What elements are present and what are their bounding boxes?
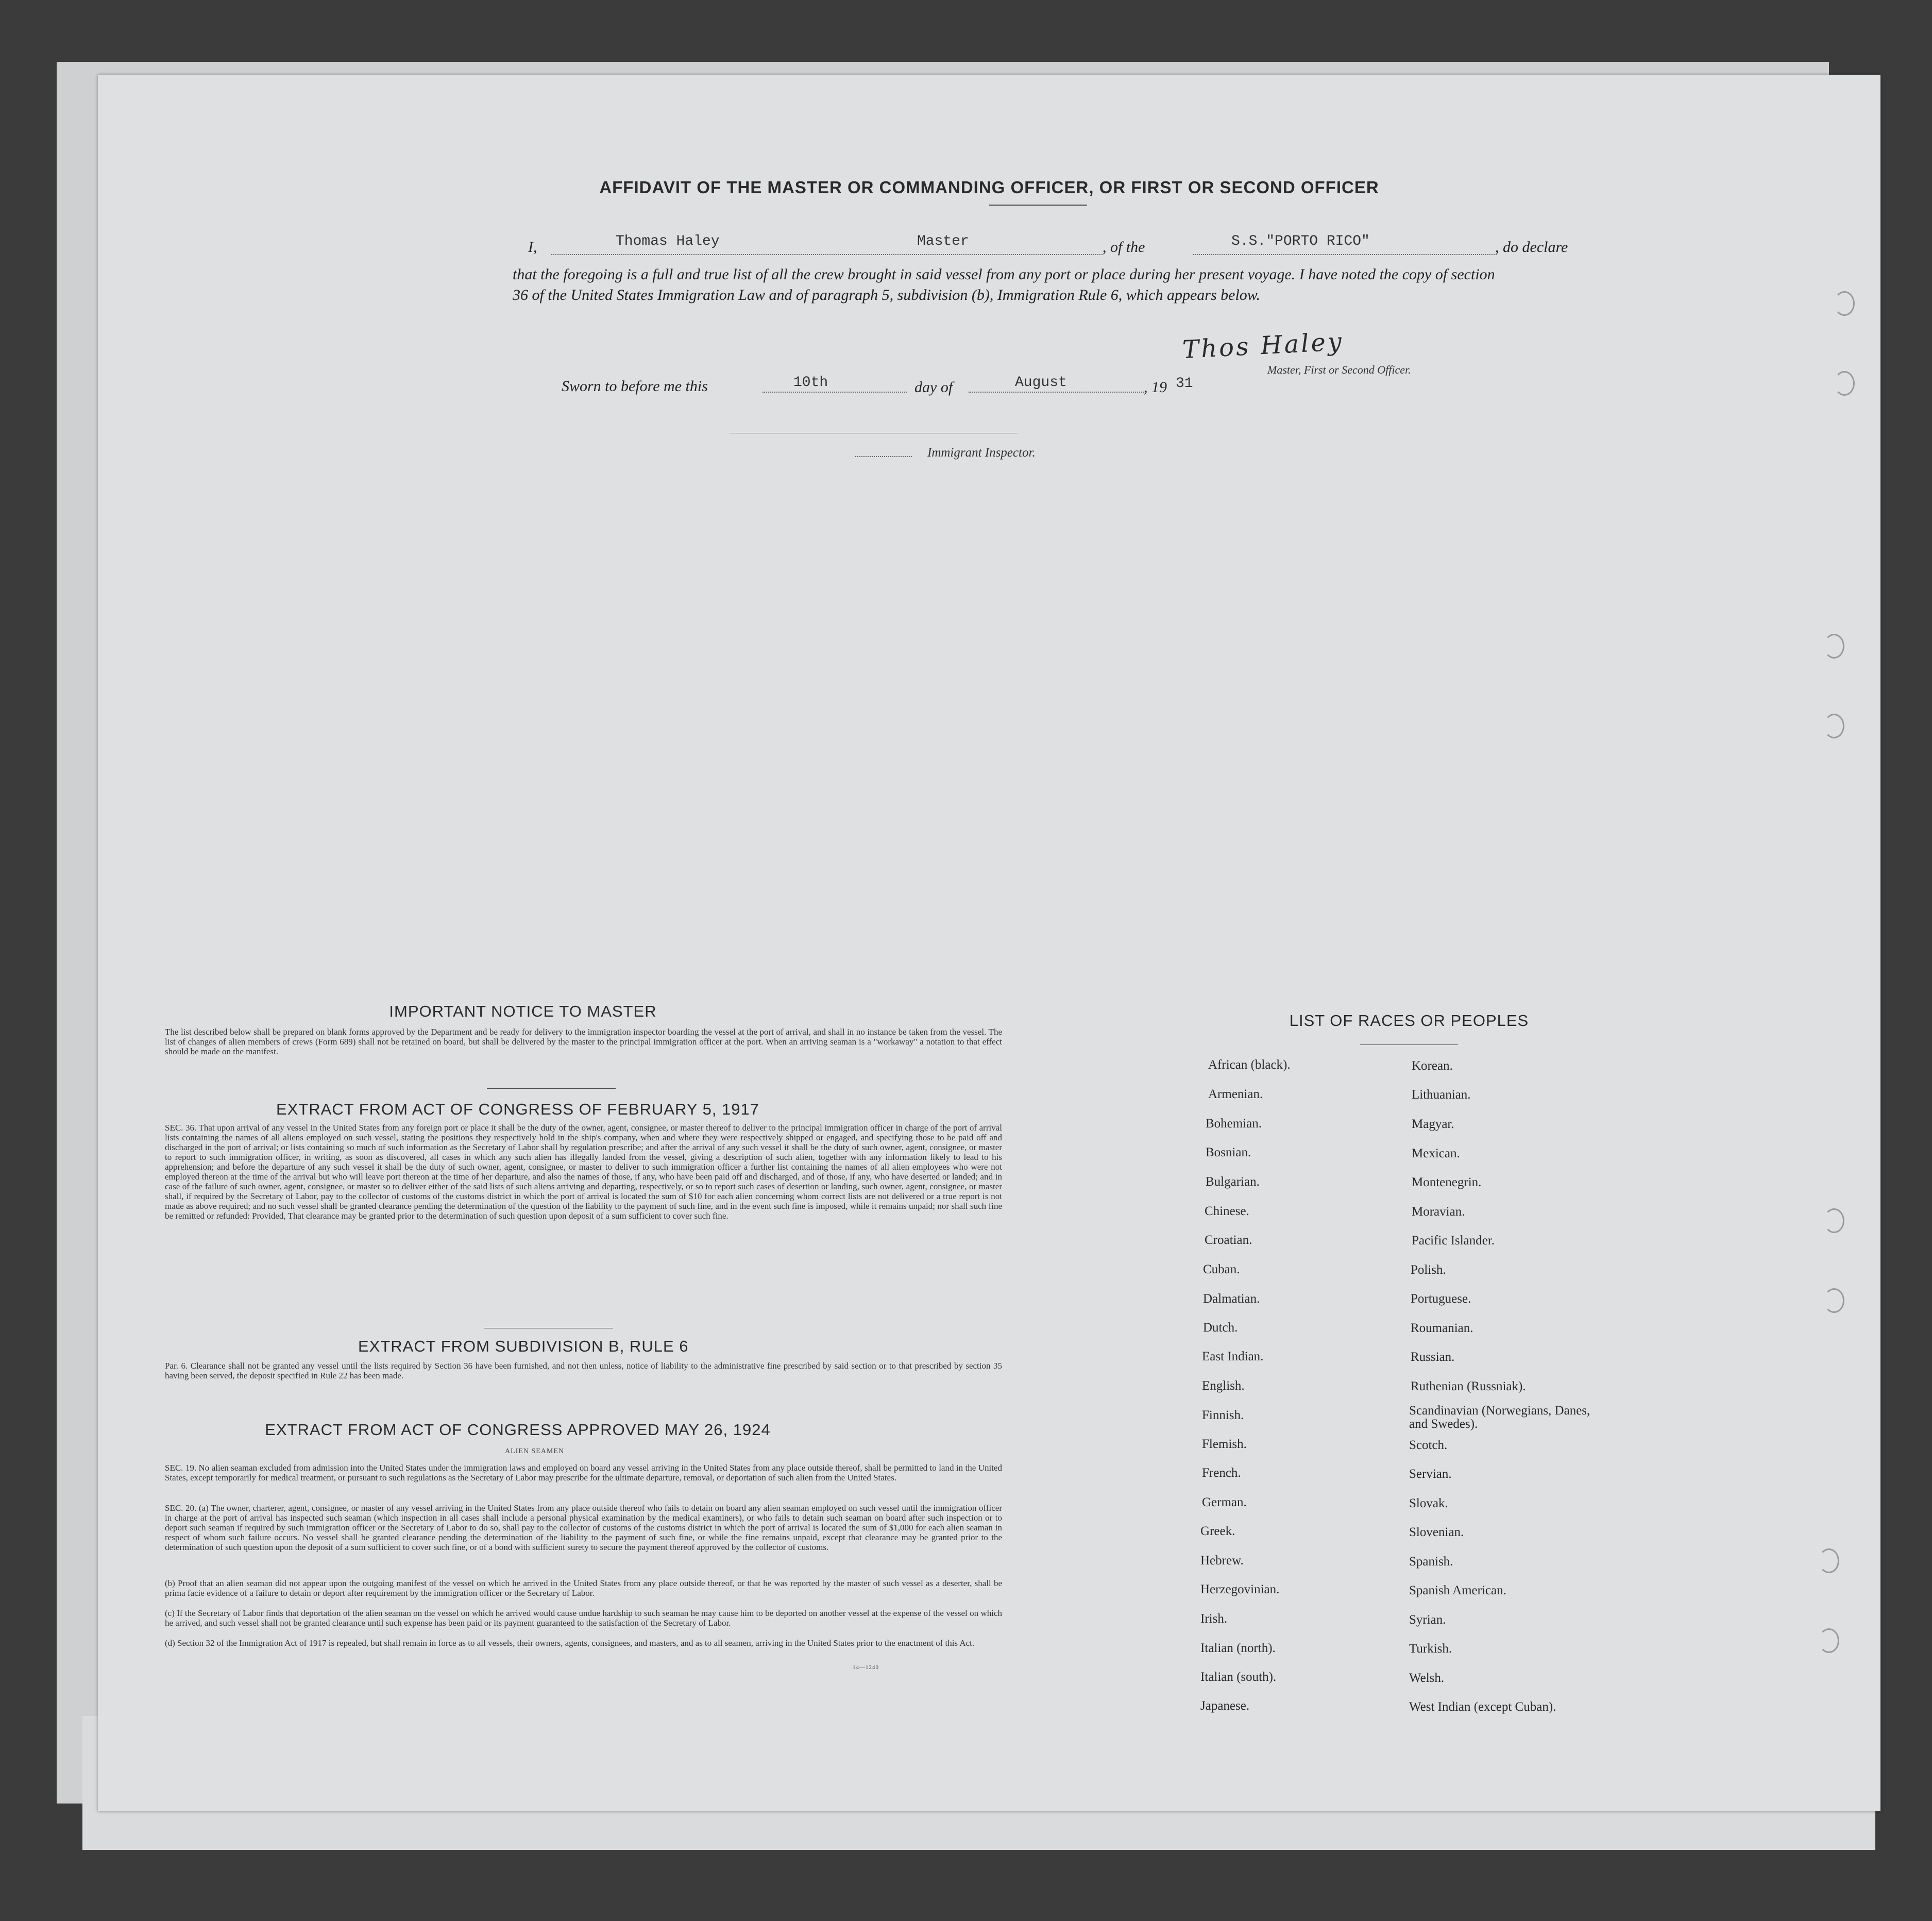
affidavit-i-label: I, — [528, 239, 537, 256]
race-left: Greek. — [1200, 1524, 1235, 1538]
affidavit-statement: that the foregoing is a full and true list of all the crew brought in said vessel from any port or place during her present voyage. I have noted the copy of section 36 of the United States Immigration Law and of paragraph 5, subdivision (b), Immigration Rule 6, which appears below. — [513, 266, 1495, 304]
race-right: Polish. — [1411, 1263, 1446, 1277]
name-fill-line — [551, 254, 1103, 255]
sworn-year-field: 31 — [1176, 376, 1193, 392]
race-right: Portuguese. — [1411, 1292, 1471, 1306]
race-left: Italian (south). — [1200, 1670, 1277, 1684]
race-right: Servian. — [1409, 1467, 1452, 1481]
race-left: Dalmatian. — [1203, 1292, 1260, 1306]
race-left: Hebrew. — [1200, 1554, 1244, 1568]
race-right: Korean. — [1412, 1059, 1453, 1073]
affidavit-title: AFFIDAVIT OF THE MASTER OR COMMANDING OFFICER, OR FIRST OR SECOND OFFICER — [599, 178, 1379, 197]
race-left: Armenian. — [1208, 1087, 1263, 1101]
race-left: English. — [1202, 1379, 1245, 1393]
race-left: Flemish. — [1202, 1437, 1247, 1451]
races-title: LIST OF RACES OR PEOPLES — [1289, 1012, 1529, 1030]
inspector-dots — [855, 456, 912, 457]
master-name-field: Thomas Haley — [616, 233, 720, 249]
race-left: French. — [1202, 1466, 1241, 1480]
extract-1924-sec20a: SEC. 20. (a) The owner, charterer, agent, consignee, or master of any vessel arriving in the United States from any place outside thereof who fails to detain on board any alien seaman employed on such vessel until the immigration officer in charge at the port of arrival has inspected such seaman (which inspection in all cases shall include a personal physical examination by the medical examiners), or who fails to detain such seaman on board after such inspection or to deport such seaman if required by such immigration officer or the Secretary of Labor to do so, shall pay to the collector of customs of the customs district in which the port of arrival is located the sum of $1,000 for each alien seaman in respect of whom such failure occurs. No vessel shall be granted clearance pending the determination of the liability to the payment of such fine, or while the fine remains unpaid, except that clearance may be granted prior to the determination of such question upon the deposit of a sum sufficient to cover such fine, or of a bond with sufficient surety to secure the payment thereof approved by the collector of customs. — [165, 1503, 1002, 1552]
race-right: Scandinavian (Norwegians, Danes, and Swedes). — [1409, 1404, 1590, 1431]
race-right: Roumanian. — [1411, 1321, 1473, 1335]
race-left: Croatian. — [1205, 1233, 1252, 1247]
inspector-caption: Immigrant Inspector. — [927, 446, 1036, 460]
month-fill-line — [969, 392, 1144, 393]
punch-hole-icon — [1819, 1628, 1839, 1653]
race-right: Spanish American. — [1409, 1583, 1506, 1597]
vessel-fill-line — [1193, 254, 1497, 255]
race-right: Montenegrin. — [1412, 1175, 1482, 1189]
notice-title: IMPORTANT NOTICE TO MASTER — [389, 1002, 657, 1020]
extract-1924-subtitle: ALIEN SEAMEN — [505, 1447, 565, 1455]
extract-1917-text: SEC. 36. That upon arrival of any vessel in the United States from any foreign port or place it shall be the duty of the owner, agent, consignee, or master thereof to deliver to the principal immigration officer in charge of the port of arrival lists containing the names of all aliens employed on such vessel, stating the positions they respectively hold in the ship's company, when and where they were respectively shipped or engaged, and specifying those to be paid off and discharged in the port of arrival; or lists containing so much of such information as the Secretary of Labor shall by regulation prescribe; and after the arrival of any such vessel it shall be the duty of such owner, agent, consignee, or master to report to such immigration officer, in writing, as soon as discovered, all cases in which any such alien has illegally landed from the vessel, giving a description of such alien, together with any information likely to lead to his apprehension; and before the departure of any such vessel it shall be the duty of such owner, agent, consignee, or master to deliver to such immigration officer a further list containing the names of all alien employees who were not employed thereon at the time of the arrival but who will leave port thereon at the time of her departure, and also the names of those, if any, who have been paid off and discharged, and of those, if any, who have deserted or landed; and in case of the failure of such owner, agent, consignee, or master so to deliver either of the said lists of such aliens arriving and departing, respectively, or so to report such cases of desertion or landing, such owner, agent, consignee, or master shall, if required by the Secretary of Labor, pay to the collector of customs of the customs district in which the port of arrival is located the sum of $10 for each alien concerning whom correct lists are not delivered or a true report is not made as above required; and no such vessel shall be granted clearance pending the determination of the question of the liability to the payment of such fine, and in the event such fine is imposed, while it remains unpaid; nor shall such fine be remitted or refunded: Provided, That clearance may be granted prior to the determination of such question upon deposit of a sum sufficient to cover such fine. — [165, 1123, 1002, 1221]
sworn-label: Sworn to before me this — [562, 378, 708, 395]
year-prefix: , 19 — [1144, 379, 1167, 396]
race-right: Moravian. — [1412, 1205, 1465, 1219]
race-right: Mexican. — [1412, 1147, 1460, 1160]
race-left: Bulgarian. — [1206, 1175, 1260, 1189]
race-left: Irish. — [1200, 1612, 1228, 1626]
race-left: Japanese. — [1200, 1699, 1250, 1713]
document-page — [98, 75, 1880, 1811]
rank-field: Master — [917, 233, 969, 249]
race-left: Dutch. — [1203, 1321, 1238, 1335]
race-right: Slovak. — [1409, 1496, 1448, 1510]
race-right: Syrian. — [1409, 1613, 1446, 1627]
race-left: Italian (north). — [1200, 1641, 1276, 1655]
do-declare-label: , do declare — [1495, 239, 1568, 256]
race-right: Scotch. — [1409, 1438, 1448, 1452]
race-right: West Indian (except Cuban). — [1409, 1700, 1556, 1714]
race-right: Russian. — [1411, 1350, 1455, 1364]
race-left: Cuban. — [1203, 1262, 1240, 1276]
extract-rule6-text: Par. 6. Clearance shall not be granted any vessel until the lists required by Section 36 have been furnished, and not then unless, notice of liability to the administrative fine prescribed by said section or to that prescribed by section 35 having been served, the deposit specified in Rule 22 has been made. — [165, 1361, 1002, 1380]
master-signature: Thos Haley — [1181, 327, 1345, 365]
of-the-label: , of the — [1103, 239, 1145, 256]
race-left: Bosnian. — [1206, 1145, 1251, 1159]
day-fill-line — [762, 392, 907, 393]
sworn-day-field: 10th — [793, 375, 828, 391]
punch-hole-icon — [1819, 1548, 1839, 1573]
punch-hole-icon — [1824, 1208, 1844, 1233]
race-left: Bohemian. — [1206, 1117, 1262, 1131]
extract-rule6-title: EXTRACT FROM SUBDIVISION B, RULE 6 — [358, 1337, 689, 1355]
extract-1924-sec20b: (b) Proof that an alien seaman did not appear upon the outgoing manifest of the vessel on which he arrived in the United States from any place outside thereof, or that he was reported by the master of such vessel as a deserter, shall be prima facie evidence of a failure to detain or deport after requirement by the immigration officer or the Secretary of Labor. — [165, 1578, 1002, 1598]
race-right: Slovenian. — [1409, 1525, 1464, 1539]
race-left: East Indian. — [1202, 1350, 1264, 1363]
races-title-rule — [1360, 1044, 1458, 1045]
race-left: Finnish. — [1202, 1408, 1244, 1422]
signature-caption: Master, First or Second Officer. — [1267, 363, 1411, 376]
title-rule — [989, 205, 1087, 206]
vessel-name-field: S.S."PORTO RICO" — [1231, 233, 1370, 249]
race-left: Chinese. — [1205, 1204, 1249, 1218]
punch-hole-icon — [1824, 1288, 1844, 1313]
form-number: 14—1240 — [853, 1664, 879, 1671]
extract-1924-title: EXTRACT FROM ACT OF CONGRESS APPROVED MAY 26, 1924 — [265, 1421, 771, 1439]
race-right: Turkish. — [1409, 1642, 1452, 1656]
notice-text: The list described below shall be prepared on blank forms approved by the Department and be ready for delivery to the immigration inspector boarding the vessel at the port of arrival, and shall in no instance be taken from the vessel. The list of changes of alien members of crews (Form 689) shall not be retained on board, but shall be delivered by the master to the principal immigration officer at the port. When an arriving seaman is a "workaway" a notation to that effect should be made on the manifest. — [165, 1027, 1002, 1056]
race-right: Ruthenian (Russniak). — [1411, 1379, 1526, 1393]
race-left: African (black). — [1208, 1058, 1291, 1072]
punch-hole-icon — [1834, 371, 1855, 396]
race-right: Pacific Islander. — [1412, 1234, 1495, 1248]
extract-1924-sec20c: (c) If the Secretary of Labor finds that deportation of the alien seaman on the vessel on which he arrived would cause undue hardship to such seaman he may cause him to be deported on another vessel at the expense of the vessel on which he arrived, and such vessel shall not be granted clearance until such expense has been paid or its payment guaranteed to the satisfaction of the Secretary of Labor. — [165, 1608, 1002, 1628]
extract-1924-sec19: SEC. 19. No alien seaman excluded from admission into the United States under the immigration laws and employed on board any vessel arriving in the United States from any place outside thereof, shall be permitted to land in the United States, except temporarily for medical treatment, or pursuant to such regulations as the Secretary of Labor may prescribe for the ultimate departure, removal, or deportation of such alien from the United States. — [165, 1463, 1002, 1482]
extract-1917-title: EXTRACT FROM ACT OF CONGRESS OF FEBRUARY 5, 1917 — [276, 1100, 760, 1118]
race-right: Magyar. — [1412, 1117, 1454, 1131]
race-right: Welsh. — [1409, 1671, 1445, 1685]
punch-hole-icon — [1824, 714, 1844, 738]
punch-hole-icon — [1834, 291, 1855, 316]
race-right: Spanish. — [1409, 1555, 1453, 1569]
race-left: Herzegovinian. — [1200, 1582, 1280, 1596]
day-of-label: day of — [914, 379, 953, 396]
race-right: Lithuanian. — [1412, 1088, 1471, 1102]
sworn-month-field: August — [1015, 375, 1067, 391]
section-rule — [487, 1088, 616, 1089]
punch-hole-icon — [1824, 634, 1844, 659]
extract-1924-sec20d: (d) Section 32 of the Immigration Act of 1917 is repealed, but shall remain in force as to all vessels, their owners, agents, consignees, and masters, and as to all seamen, arriving in the United States prior to the enactment of this Act. — [165, 1638, 975, 1648]
race-left: German. — [1202, 1495, 1247, 1509]
